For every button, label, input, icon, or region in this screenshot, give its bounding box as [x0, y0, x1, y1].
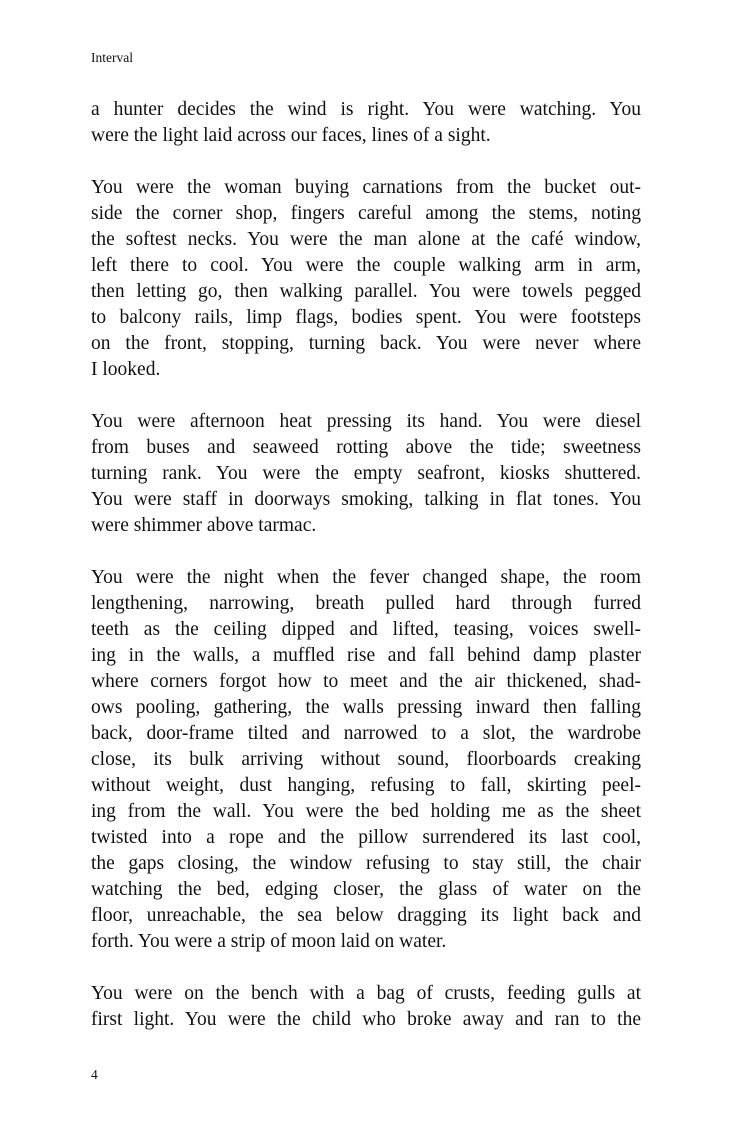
text-line: twisted into a rope and the pillow surrendered its last cool, — [91, 827, 641, 848]
running-head: Interval — [91, 50, 133, 65]
text-line: left there to cool. You were the couple walking arm in arm, — [91, 255, 641, 276]
text-line: You were on the bench with a bag of crusts, feeding gulls at — [91, 983, 641, 1004]
text-line: You were the night when the fever changed shape, the room — [91, 567, 641, 588]
paragraph — [91, 409, 641, 539]
text-line: I looked. — [91, 359, 161, 380]
text-line: the softest necks. You were the man alone at the café window, — [91, 229, 641, 250]
text-line: without weight, dust hanging, refusing to fall, skirting peel- — [91, 775, 641, 796]
text-line: You were afternoon heat pressing its hand. You were diesel — [91, 411, 641, 432]
text-line: ing from the wall. You were the bed holding me as the sheet — [91, 801, 641, 822]
text-line: on the front, stopping, turning back. You were never where — [91, 333, 641, 354]
text-line: lengthening, narrowing, breath pulled hard through furred — [91, 593, 641, 614]
text-line: side the corner shop, fingers careful among the stems, noting — [91, 203, 641, 224]
text-line: teeth as the ceiling dipped and lifted, teasing, voices swell- — [91, 619, 641, 640]
text-line: You were the woman buying carnations from the bucket out- — [91, 177, 641, 198]
text-line: floor, unreachable, the sea below dragging its light back and — [91, 905, 641, 926]
paragraph — [91, 175, 641, 383]
text-line: first light. You were the child who broke away and ran to the — [91, 1009, 641, 1030]
text-line: were shimmer above tarmac. — [91, 515, 317, 536]
paragraph — [91, 97, 641, 149]
text-line: where corners forgot how to meet and the air thickened, shad- — [91, 671, 641, 692]
text-line: from buses and seaweed rotting above the tide; sweetness — [91, 437, 641, 458]
text-line: ing in the walls, a muffled rise and fall behind damp plaster — [91, 645, 641, 666]
body-text — [91, 97, 641, 1059]
text-line: You were staff in doorways smoking, talking in flat tones. You — [91, 489, 641, 510]
text-line: back, door-frame tilted and narrowed to a slot, the wardrobe — [91, 723, 641, 744]
text-line: a hunter decides the wind is right. You were watching. You — [91, 99, 641, 120]
text-line: then letting go, then walking parallel. You were towels pegged — [91, 281, 641, 302]
paragraph — [91, 565, 641, 955]
paragraph — [91, 981, 641, 1033]
text-line: to balcony rails, limp flags, bodies spent. You were footsteps — [91, 307, 641, 328]
text-line: were the light laid across our faces, lines of a sight. — [91, 125, 491, 146]
text-line: turning rank. You were the empty seafront, kiosks shuttered. — [91, 463, 641, 484]
text-line: forth. You were a strip of moon laid on water. — [91, 931, 447, 952]
page-number: 4 — [91, 1067, 98, 1082]
text-line: watching the bed, edging closer, the glass of water on the — [91, 879, 641, 900]
text-line: ows pooling, gathering, the walls pressing inward then falling — [91, 697, 641, 718]
text-line: close, its bulk arriving without sound, floorboards creaking — [91, 749, 641, 770]
text-line: the gaps closing, the window refusing to stay still, the chair — [91, 853, 641, 874]
